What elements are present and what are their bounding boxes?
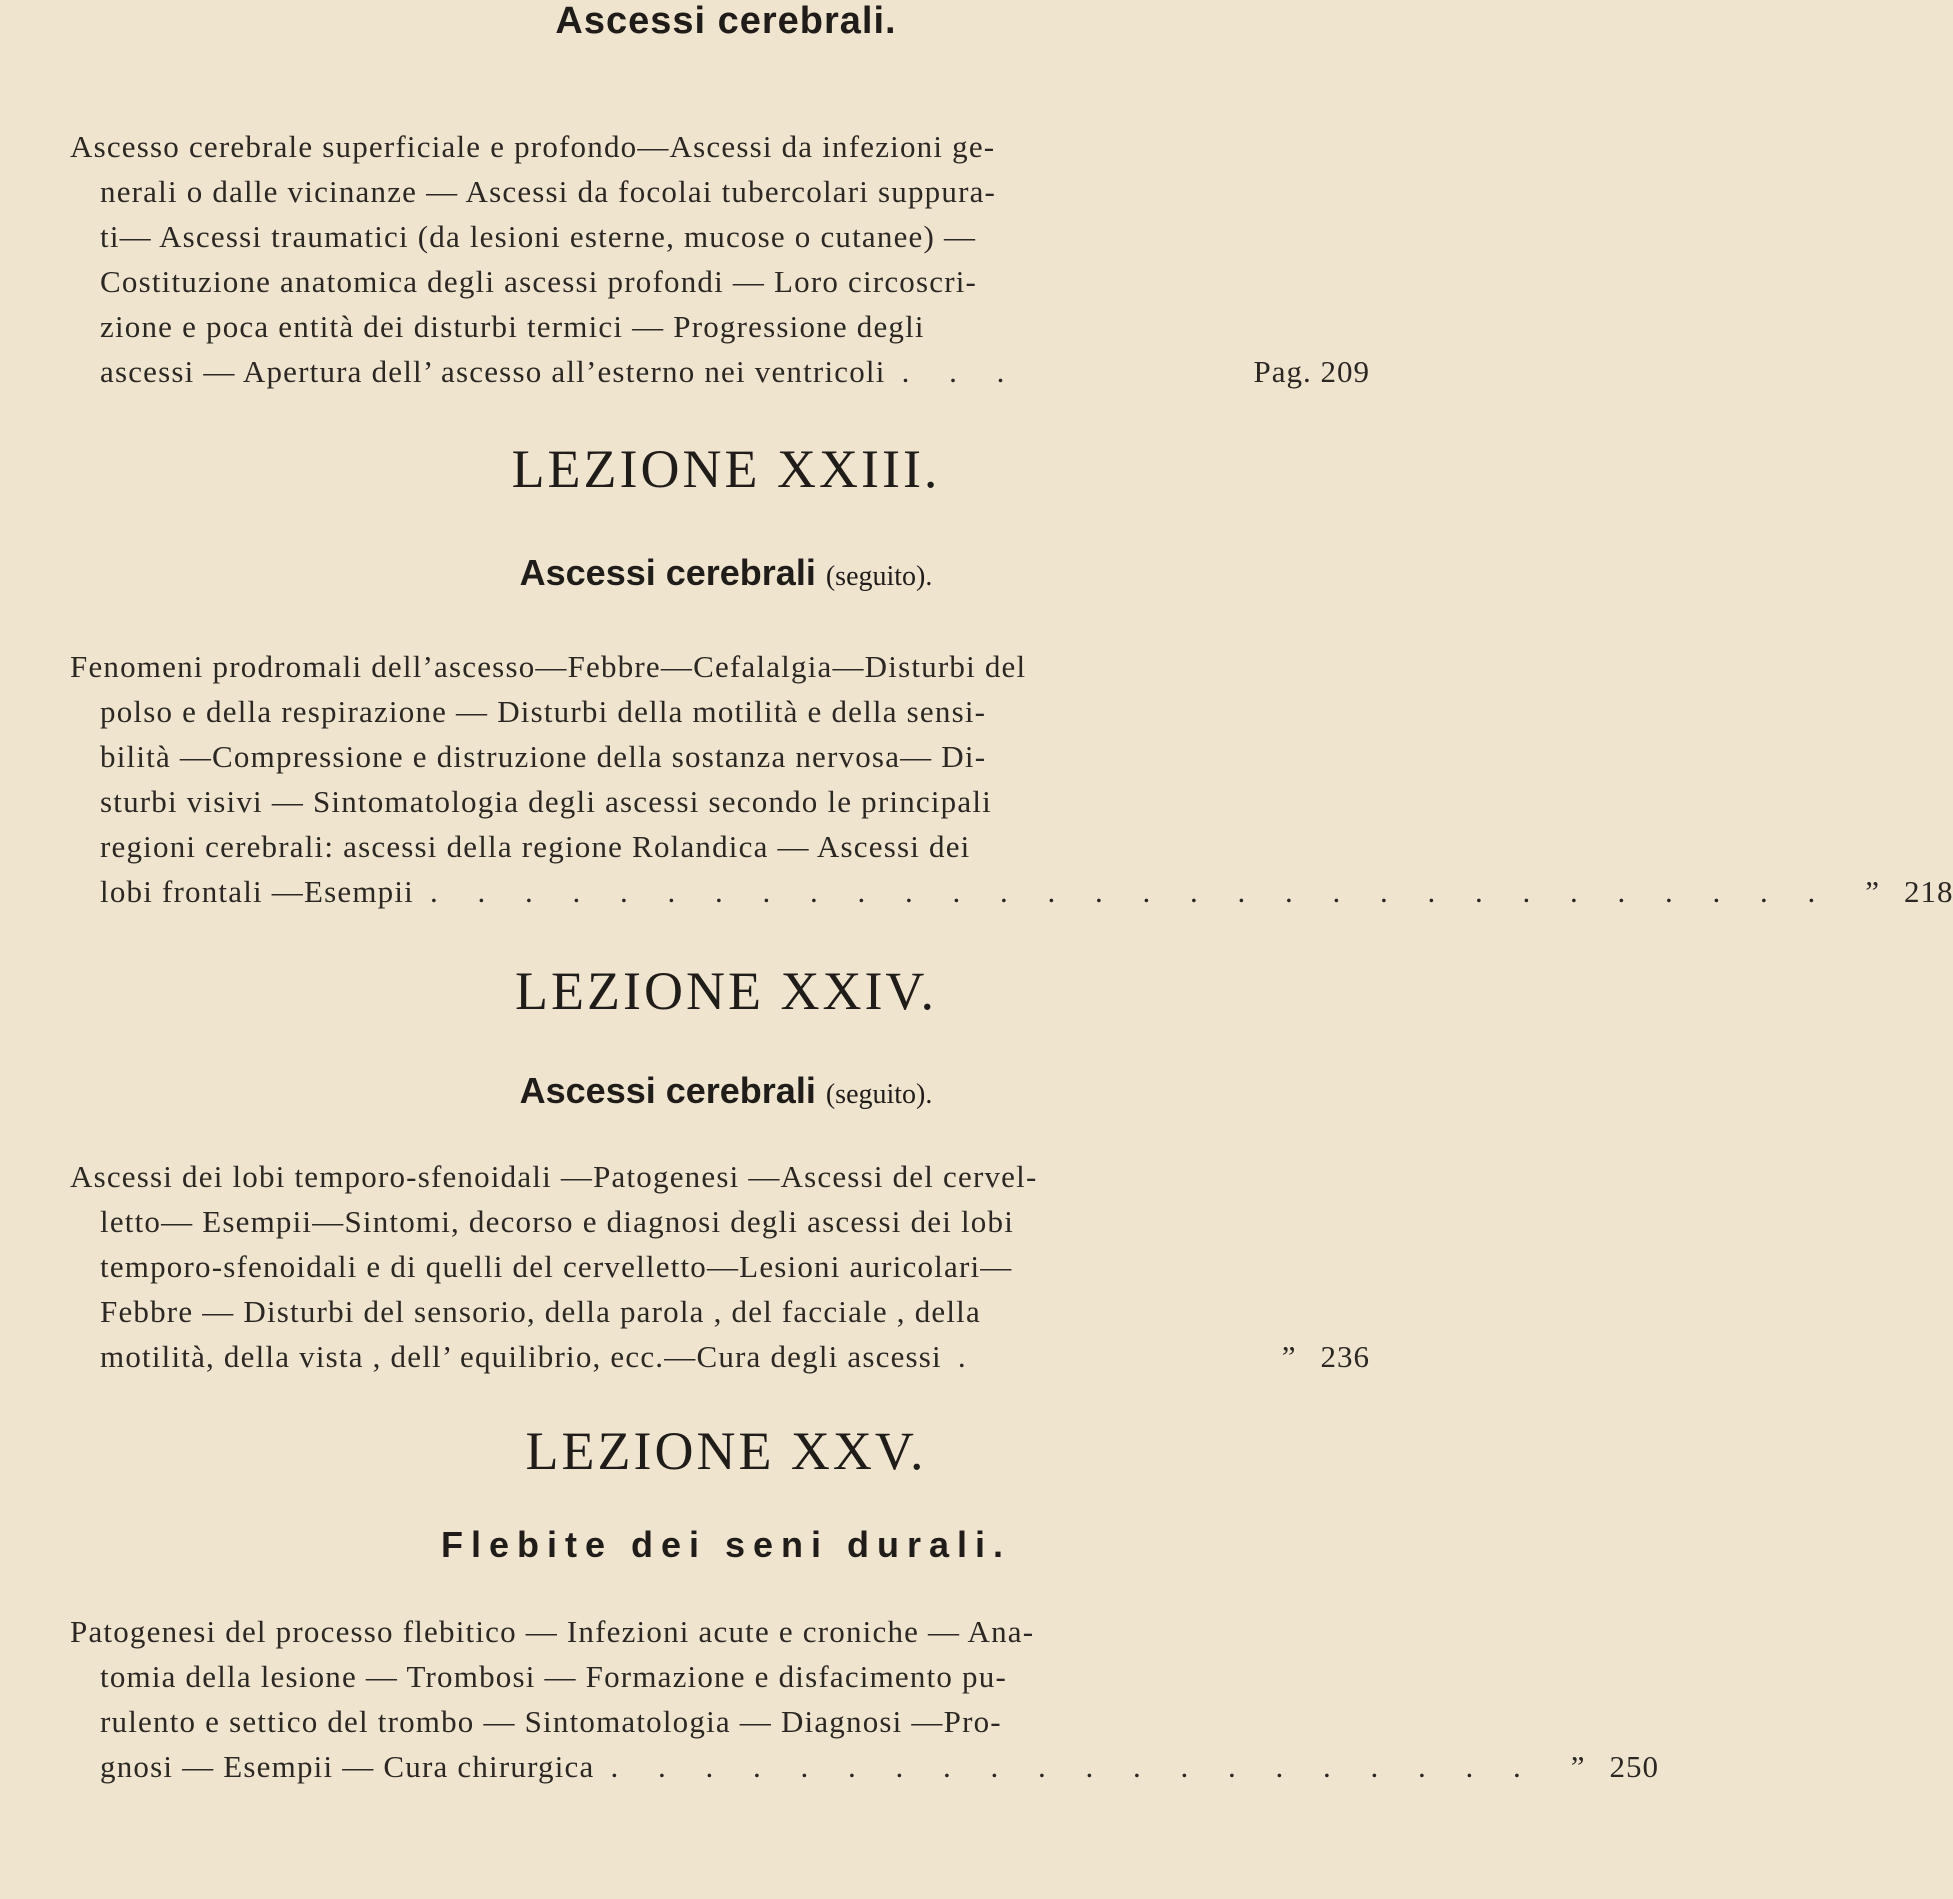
lesson-heading <box>0 438 1452 500</box>
section-title-text: Ascessi cerebrali <box>519 1070 816 1111</box>
section-title-text: Ascessi cerebrali. <box>555 0 897 42</box>
leader-dots: . . . <box>901 354 1021 389</box>
summary-line: rulento e settico del trombo — Sintomatologia — Diagnosi —Pro- <box>100 1704 1002 1739</box>
summary-line: Patogenesi del processo flebitico — Infezioni acute e croniche — Ana- <box>70 1614 1035 1649</box>
summary-line: Costituzione anatomica degli ascessi profondi — Loro circoscri- <box>100 264 978 299</box>
lesson-heading-text: LEZIONE XXIV. <box>515 961 937 1021</box>
leader-dots: . <box>957 1339 982 1374</box>
summary-line: zione e poca entità dei disturbi termici — Progressione degli <box>100 309 925 344</box>
page-reference <box>1254 349 1371 394</box>
section-title <box>0 1524 1452 1566</box>
summary-line: regioni cerebrali: ascessi della regione Rolandica — Ascessi dei <box>100 829 971 864</box>
summary-line: Ascessi dei lobi temporo-sfenoidali —Patogenesi —Ascessi del cervel- <box>70 1159 1038 1194</box>
summary-line: motilità, della vista , dell’ equilibrio, ecc.—Cura degli ascessi <box>100 1339 942 1374</box>
page-number: 250 <box>1609 1749 1659 1784</box>
summary-line: nerali o dalle vicinanze — Ascessi da focolai tubercolari suppura- <box>100 174 997 209</box>
summary-line: gnosi — Esempii — Cura chirurgica <box>100 1749 595 1784</box>
page-prefix: ” <box>1281 1339 1297 1374</box>
page-reference <box>1865 869 1953 914</box>
page-prefix: ” <box>1865 874 1880 909</box>
summary-line: bilità —Compressione e distruzione della sostanza nervosa— Di- <box>100 739 987 774</box>
section-summary <box>70 1154 1370 1379</box>
summary-line: Ascesso cerebrale superficiale e profondo—Ascessi da infezioni ge- <box>70 129 996 164</box>
section-summary <box>70 124 1370 394</box>
page-number: 218 <box>1903 874 1953 909</box>
lesson-heading <box>0 960 1452 1022</box>
section-summary <box>70 1609 1659 1789</box>
section-title-suffix: (seguito). <box>825 561 933 592</box>
summary-line: ascessi — Apertura dell’ ascesso all’esterno nei ventricoli <box>100 354 886 389</box>
summary-last-line <box>70 349 1370 394</box>
page-reference <box>1282 1334 1370 1379</box>
summary-line: ti— Ascessi traumatici (da lesioni esterne, mucose o cutanee) — <box>100 219 977 254</box>
lesson-heading-text: LEZIONE XXV. <box>525 1421 927 1481</box>
summary-last-line <box>70 869 1953 914</box>
page-prefix: Pag. <box>1253 354 1312 389</box>
summary-line: polso e della respirazione — Disturbi della motilità e della sensi- <box>100 694 987 729</box>
section-title-text: Ascessi cerebrali <box>519 552 816 593</box>
summary-line: tomia della lesione — Trombosi — Formazione e disfacimento pu- <box>100 1659 1007 1694</box>
section-title-suffix: (seguito). <box>825 1079 933 1110</box>
page-number: 209 <box>1320 354 1370 389</box>
page-reference <box>1571 1744 1659 1789</box>
section-title <box>0 1070 1452 1112</box>
section-title <box>0 552 1452 594</box>
page-number: 236 <box>1320 1339 1370 1374</box>
leader-dots: . . . . . . . . . . . . . . . . . . . . <box>610 1749 1537 1784</box>
summary-line: Fenomeni prodromali dell’ascesso—Febbre—Cefalalgia—Disturbi del <box>70 649 1027 684</box>
summary-line: Febbre — Disturbi del sensorio, della parola , del facciale , della <box>100 1294 981 1329</box>
summary-line: temporo-sfenoidali e di quelli del cervelletto—Lesioni auricolari— <box>100 1249 1013 1284</box>
section-title <box>0 0 1452 43</box>
summary-line: lobi frontali —Esempii <box>100 874 414 909</box>
page-prefix: ” <box>1570 1749 1586 1784</box>
summary-last-line <box>70 1334 1370 1379</box>
summary-line: letto— Esempii—Sintomi, decorso e diagnosi degli ascessi dei lobi <box>100 1204 1015 1239</box>
lesson-heading-text: LEZIONE XXIII. <box>511 439 941 499</box>
summary-line: sturbi visivi — Sintomatologia degli ascessi secondo le principali <box>100 784 992 819</box>
summary-last-line <box>70 1744 1659 1789</box>
section-summary <box>70 644 1953 914</box>
leader-dots: . . . . . . . . . . . . . . . . . . . . . . . . . . . . . . <box>429 874 1832 909</box>
section-title-text: Flebite dei seni durali. <box>440 1524 1012 1565</box>
lesson-heading <box>0 1420 1452 1482</box>
